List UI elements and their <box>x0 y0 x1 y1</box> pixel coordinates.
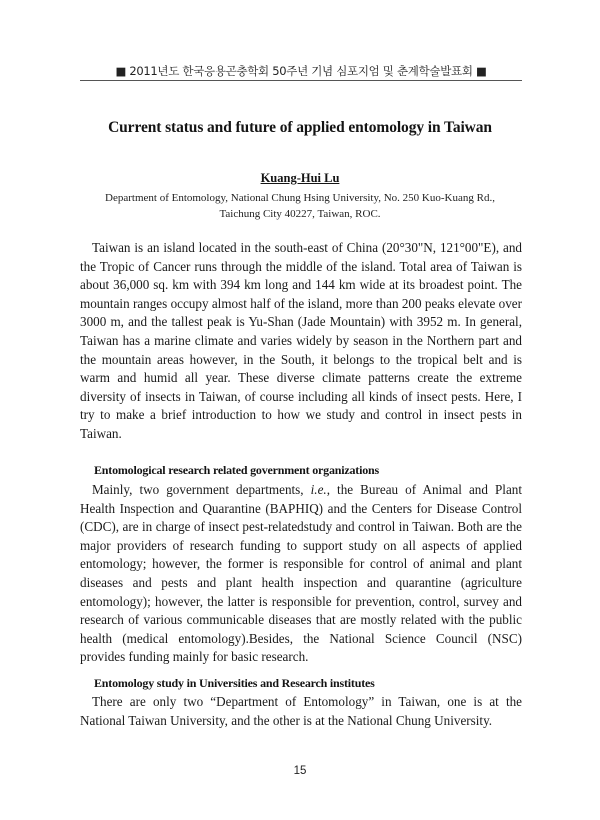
paragraph-text: , the Bureau of Animal and Plant Health Inspection and Quarantine (BAPHIQ) and the Centers for Disease Control (CDC), are in charge of insect pest-relatedstudy and control in Taiwan. Both are the major providers of research funding to support study on all aspects of applied entomology; however, the former is responsible for control of animal and plant diseases and pests and plant health inspection and quarantine (agriculture entomology); however, the latter is responsible for prevention, control, survey and research of various communicable diseases that are mostly related with the public health (medical entomology).Besides, the National Science Council (NSC) provides funding mainly for basic research. <box>80 482 522 665</box>
ie-abbreviation: i.e. <box>310 482 327 497</box>
paper-title: Current status and future of applied entomology in Taiwan <box>108 119 492 136</box>
affiliation-line: Department of Entomology, National Chung Hsing University, No. 250 Kuo-Kuang Rd., <box>105 192 495 204</box>
universities-section <box>80 693 522 730</box>
paragraph-text: Mainly, two government departments, <box>92 482 311 497</box>
author-name: Kuang-Hui Lu <box>260 171 340 185</box>
government-section <box>80 481 522 667</box>
government-paragraph <box>80 481 522 667</box>
page-number: 15 <box>293 765 307 777</box>
running-header: ■ 2011년도 한국응용곤충학회 50주년 기념 심포지엄 및 춘계학술발표회 ■ <box>115 64 487 78</box>
header-rule <box>80 80 522 81</box>
section-heading-universities: Entomology study in Universities and Research institutes <box>94 676 375 690</box>
section-heading-government: Entomological research related government organizations <box>94 463 379 477</box>
universities-paragraph: There are only two “Department of Entomology” in Taiwan, one is at the National Taiwan University, and the other is at the National Chung University. <box>80 694 522 728</box>
intro-section <box>80 239 522 444</box>
author-affiliation <box>90 190 510 222</box>
affiliation-line: Taichung City 40227, Taiwan, ROC. <box>219 208 381 220</box>
intro-paragraph: Taiwan is an island located in the south-east of China (20°30"N, 121°00"E), and the Tropic of Cancer runs through the middle of the island. Total area of Taiwan is about 36,000 sq. km with 394 km long and 144 km wide at its broadest point. The mountain ranges occupy almost half of the island, more than 200 peaks elevate over 3000 m, and the tallest peak is Yu-Shan (Jade Mountain) with 3952 m. In general, Taiwan has a marine climate and varies widely by season in the Northern part and the mountain areas however, in the South, it belongs to the tropical belt and is warm and humid all year. These diverse climate patterns create the extreme diversity of insects in Taiwan, of course including all kinds of insect pests. Here, I try to make a brief introduction to how we study and control in insect pests in Taiwan. <box>80 240 522 441</box>
